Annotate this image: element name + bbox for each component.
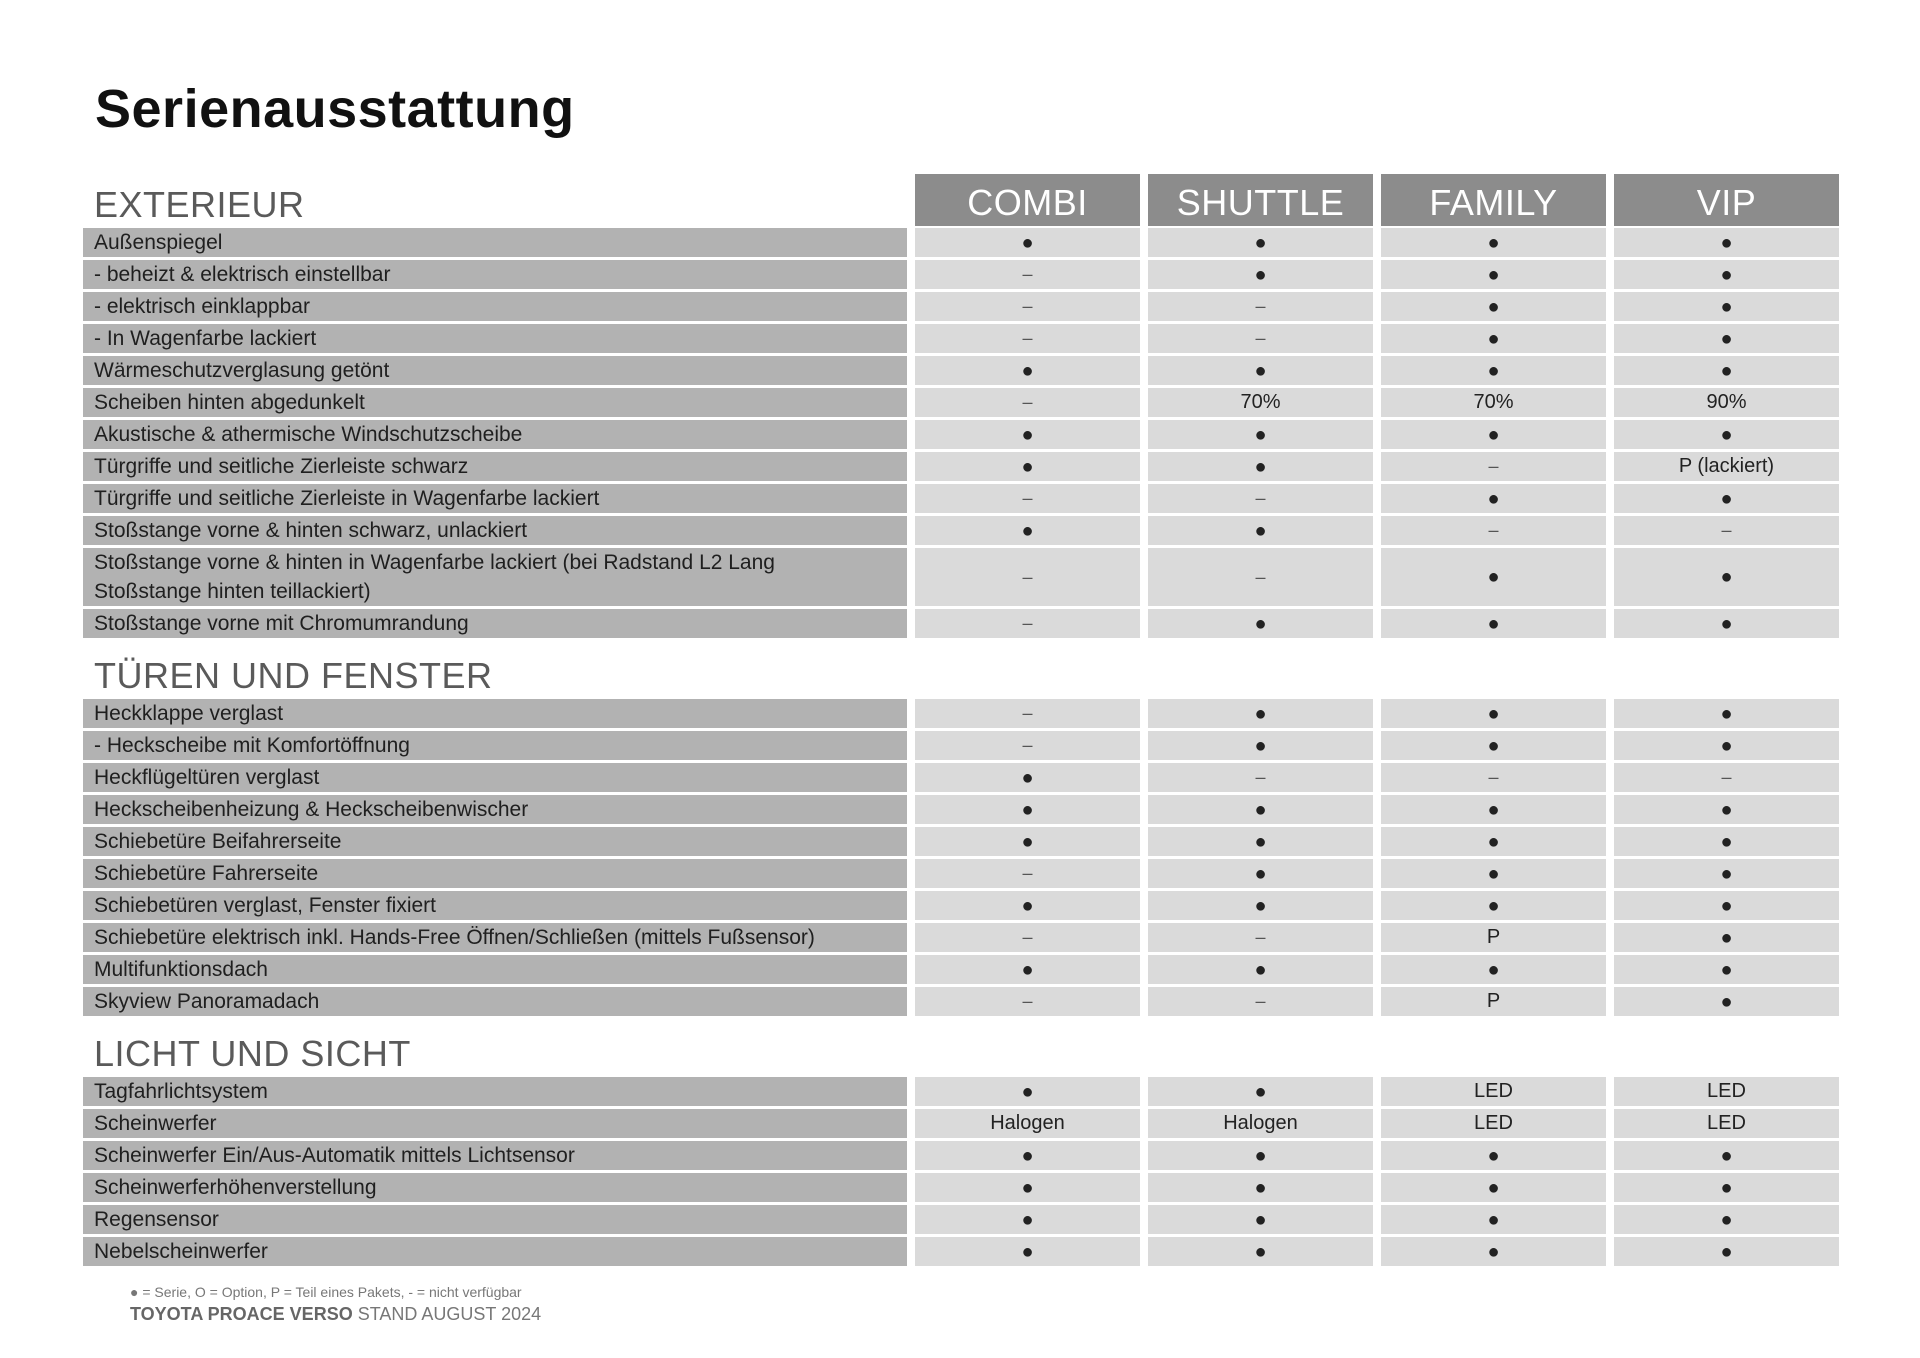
not-available-dash: –	[1488, 767, 1499, 787]
standard-dot-icon: ●	[1720, 1144, 1733, 1167]
standard-dot-icon: ●	[1021, 894, 1034, 917]
cell-combi	[915, 356, 1140, 385]
cell-value: Halogen	[990, 1112, 1065, 1134]
standard-dot-icon: ●	[1254, 231, 1267, 254]
row-label: Türgriffe und seitliche Zierleiste in Wagenfarbe lackiert	[83, 484, 907, 513]
cell-shuttle	[1148, 731, 1373, 760]
cell-family	[1381, 484, 1606, 513]
cell-combi	[915, 1205, 1140, 1234]
standard-dot-icon: ●	[1254, 612, 1267, 635]
cell-vip	[1614, 763, 1839, 792]
standard-dot-icon: ●	[1720, 231, 1733, 254]
cell-vip	[1614, 420, 1839, 449]
cell-family	[1381, 923, 1606, 952]
cell-shuttle	[1148, 388, 1373, 417]
cell-combi	[915, 260, 1140, 289]
standard-dot-icon: ●	[1487, 423, 1500, 446]
table-row	[83, 923, 1841, 952]
cell-family	[1381, 1077, 1606, 1106]
table-row	[83, 1205, 1841, 1234]
standard-dot-icon: ●	[1720, 862, 1733, 885]
not-available-dash: –	[1255, 488, 1266, 508]
cell-combi	[915, 292, 1140, 321]
row-label: Regensensor	[83, 1205, 907, 1234]
standard-dot-icon: ●	[1720, 327, 1733, 350]
standard-dot-icon: ●	[1720, 894, 1733, 917]
cell-combi	[915, 228, 1140, 257]
standard-dot-icon: ●	[1487, 359, 1500, 382]
row-label: Schiebetüre Beifahrerseite	[83, 827, 907, 856]
cell-combi	[915, 388, 1140, 417]
cell-shuttle	[1148, 260, 1373, 289]
table-row	[83, 1077, 1841, 1106]
cell-family	[1381, 452, 1606, 481]
cell-shuttle	[1148, 1109, 1373, 1138]
cell-shuttle	[1148, 1077, 1373, 1106]
cell-value: P (lackiert)	[1678, 455, 1775, 477]
standard-dot-icon: ●	[1021, 1208, 1034, 1231]
row-label: - beheizt & elektrisch einstellbar	[83, 260, 907, 289]
cell-vip	[1614, 827, 1839, 856]
standard-dot-icon: ●	[1254, 1144, 1267, 1167]
row-label: Scheinwerferhöhenverstellung	[83, 1173, 907, 1202]
cell-value: LED	[1707, 1112, 1746, 1134]
table-row	[83, 324, 1841, 353]
standard-dot-icon: ●	[1487, 862, 1500, 885]
cell-value: LED	[1474, 1080, 1513, 1102]
standard-dot-icon: ●	[1720, 990, 1733, 1013]
cell-combi	[915, 516, 1140, 545]
row-label: Schiebetüre elektrisch inkl. Hands-Free Öffnen/Schließen (mittels Fußsensor)	[83, 923, 907, 952]
standard-dot-icon: ●	[1487, 830, 1500, 853]
standard-dot-icon: ●	[1254, 359, 1267, 382]
table-row	[83, 1173, 1841, 1202]
cell-combi	[915, 452, 1140, 481]
row-label: Akustische & athermische Windschutzscheibe	[83, 420, 907, 449]
cell-combi	[915, 484, 1140, 513]
cell-shuttle	[1148, 292, 1373, 321]
cell-vip	[1614, 923, 1839, 952]
cell-family	[1381, 731, 1606, 760]
cell-family	[1381, 891, 1606, 920]
cell-family	[1381, 609, 1606, 638]
table-row	[83, 260, 1841, 289]
standard-dot-icon: ●	[1720, 359, 1733, 382]
standard-dot-icon: ●	[1487, 1144, 1500, 1167]
standard-dot-icon: ●	[1254, 519, 1267, 542]
cell-vip	[1614, 324, 1839, 353]
cell-vip	[1614, 452, 1839, 481]
cell-family	[1381, 795, 1606, 824]
row-label: Heckklappe verglast	[83, 699, 907, 728]
cell-family	[1381, 356, 1606, 385]
cell-family	[1381, 763, 1606, 792]
standard-dot-icon: ●	[1254, 894, 1267, 917]
standard-dot-icon: ●	[1487, 702, 1500, 725]
row-label	[83, 548, 907, 606]
cell-shuttle	[1148, 923, 1373, 952]
row-label: Heckscheibenheizung & Heckscheibenwischer	[83, 795, 907, 824]
cell-family	[1381, 260, 1606, 289]
standard-dot-icon: ●	[1487, 958, 1500, 981]
standard-dot-icon: ●	[1021, 423, 1034, 446]
cell-family	[1381, 1109, 1606, 1138]
not-available-dash: –	[1022, 863, 1033, 883]
cell-family	[1381, 388, 1606, 417]
cell-shuttle	[1148, 891, 1373, 920]
cell-combi	[915, 1109, 1140, 1138]
not-available-dash: –	[1022, 264, 1033, 284]
cell-combi	[915, 420, 1140, 449]
not-available-dash: –	[1022, 735, 1033, 755]
cell-shuttle	[1148, 356, 1373, 385]
standard-dot-icon: ●	[1720, 566, 1733, 588]
standard-dot-icon: ●	[1021, 519, 1034, 542]
cell-family	[1381, 292, 1606, 321]
cell-value: LED	[1707, 1080, 1746, 1102]
cell-family	[1381, 1141, 1606, 1170]
not-available-dash: –	[1022, 328, 1033, 348]
page-title: Serienausstattung	[95, 79, 575, 139]
cell-family	[1381, 548, 1606, 606]
standard-dot-icon: ●	[1720, 295, 1733, 318]
cell-vip	[1614, 1173, 1839, 1202]
standard-dot-icon: ●	[1021, 830, 1034, 853]
table-row	[83, 609, 1841, 638]
cell-vip	[1614, 731, 1839, 760]
row-label: Multifunktionsdach	[83, 955, 907, 984]
cell-vip	[1614, 1141, 1839, 1170]
cell-family	[1381, 420, 1606, 449]
standard-dot-icon: ●	[1021, 1176, 1034, 1199]
standard-dot-icon: ●	[1720, 702, 1733, 725]
standard-dot-icon: ●	[1021, 455, 1034, 478]
cell-combi	[915, 609, 1140, 638]
cell-value: P	[1486, 926, 1501, 948]
standard-dot-icon: ●	[1720, 423, 1733, 446]
not-available-dash: –	[1022, 703, 1033, 723]
cell-vip	[1614, 548, 1839, 606]
table-row	[83, 292, 1841, 321]
cell-vip	[1614, 1237, 1839, 1266]
section-header	[83, 174, 1841, 226]
table-row	[83, 516, 1841, 545]
table-row	[83, 388, 1841, 417]
cell-combi	[915, 923, 1140, 952]
row-label: - elektrisch einklappbar	[83, 292, 907, 321]
cell-family	[1381, 699, 1606, 728]
table-row	[83, 859, 1841, 888]
footer-stand: STAND AUGUST 2024	[357, 1304, 542, 1324]
not-available-dash: –	[1721, 520, 1732, 540]
standard-dot-icon: ●	[1254, 1240, 1267, 1263]
section-title: LICHT UND SICHT	[94, 1033, 411, 1074]
cell-value: 90%	[1706, 391, 1747, 413]
row-label: Skyview Panoramadach	[83, 987, 907, 1016]
cell-shuttle	[1148, 228, 1373, 257]
standard-dot-icon: ●	[1720, 1208, 1733, 1231]
not-available-dash: –	[1022, 392, 1033, 412]
standard-dot-icon: ●	[1720, 830, 1733, 853]
row-label: Nebelscheinwerfer	[83, 1237, 907, 1266]
standard-dot-icon: ●	[1720, 958, 1733, 981]
cell-combi	[915, 1077, 1140, 1106]
row-label: - Heckscheibe mit Komfortöffnung	[83, 731, 907, 760]
cell-vip	[1614, 292, 1839, 321]
table-row	[83, 356, 1841, 385]
cell-vip	[1614, 484, 1839, 513]
cell-shuttle	[1148, 955, 1373, 984]
standard-dot-icon: ●	[1254, 862, 1267, 885]
standard-dot-icon: ●	[1487, 487, 1500, 510]
cell-family	[1381, 1173, 1606, 1202]
standard-dot-icon: ●	[1487, 1240, 1500, 1263]
not-available-dash: –	[1022, 927, 1033, 947]
table-row	[83, 452, 1841, 481]
table-row	[83, 420, 1841, 449]
table-row	[83, 699, 1841, 728]
cell-combi	[915, 324, 1140, 353]
standard-dot-icon: ●	[1487, 295, 1500, 318]
standard-dot-icon: ●	[1720, 263, 1733, 286]
cell-vip	[1614, 1205, 1839, 1234]
row-label: Scheinwerfer Ein/Aus-Automatik mittels Lichtsensor	[83, 1141, 907, 1170]
standard-dot-icon: ●	[1021, 359, 1034, 382]
cell-combi	[915, 987, 1140, 1016]
standard-dot-icon: ●	[1487, 612, 1500, 635]
standard-dot-icon: ●	[1254, 1176, 1267, 1199]
standard-dot-icon: ●	[1021, 1144, 1034, 1167]
not-available-dash: –	[1255, 767, 1266, 787]
not-available-dash: –	[1255, 296, 1266, 316]
cell-family	[1381, 516, 1606, 545]
cell-shuttle	[1148, 1173, 1373, 1202]
cell-family	[1381, 228, 1606, 257]
cell-combi	[915, 795, 1140, 824]
cell-shuttle	[1148, 1141, 1373, 1170]
cell-shuttle	[1148, 859, 1373, 888]
column-header-shuttle: SHUTTLE	[1148, 174, 1373, 226]
footer	[130, 1304, 541, 1325]
section-header	[83, 1019, 1841, 1075]
standard-dot-icon: ●	[1021, 958, 1034, 981]
standard-dot-icon: ●	[1487, 798, 1500, 821]
not-available-dash: –	[1721, 767, 1732, 787]
cell-vip	[1614, 388, 1839, 417]
cell-vip	[1614, 859, 1839, 888]
standard-dot-icon: ●	[1254, 830, 1267, 853]
standard-dot-icon: ●	[1021, 1240, 1034, 1263]
cell-family	[1381, 859, 1606, 888]
cell-shuttle	[1148, 420, 1373, 449]
standard-dot-icon: ●	[1720, 487, 1733, 510]
cell-value: P	[1486, 990, 1501, 1012]
row-label: Stoßstange vorne & hinten schwarz, unlackiert	[83, 516, 907, 545]
row-label: Stoßstange vorne mit Chromumrandung	[83, 609, 907, 638]
cell-vip	[1614, 356, 1839, 385]
table-row	[83, 228, 1841, 257]
column-header-combi: COMBI	[915, 174, 1140, 226]
standard-dot-icon: ●	[1487, 1176, 1500, 1199]
cell-value: 70%	[1473, 391, 1514, 413]
cell-combi	[915, 1237, 1140, 1266]
table-row	[83, 1237, 1841, 1266]
column-header-family: FAMILY	[1381, 174, 1606, 226]
table-row	[83, 484, 1841, 513]
standard-dot-icon: ●	[1720, 1176, 1733, 1199]
cell-shuttle	[1148, 548, 1373, 606]
row-label: Außenspiegel	[83, 228, 907, 257]
cell-combi	[915, 699, 1140, 728]
standard-dot-icon: ●	[1021, 231, 1034, 254]
table-row	[83, 1109, 1841, 1138]
cell-shuttle	[1148, 484, 1373, 513]
cell-shuttle	[1148, 699, 1373, 728]
cell-shuttle	[1148, 1237, 1373, 1266]
standard-dot-icon: ●	[1720, 798, 1733, 821]
row-label: Scheiben hinten abgedunkelt	[83, 388, 907, 417]
table-row	[83, 731, 1841, 760]
standard-dot-icon: ●	[1254, 798, 1267, 821]
table-row	[83, 987, 1841, 1016]
cell-combi	[915, 955, 1140, 984]
cell-family	[1381, 1237, 1606, 1266]
standard-dot-icon: ●	[1254, 1208, 1267, 1231]
section-header	[83, 641, 1841, 697]
not-available-dash: –	[1022, 296, 1033, 316]
cell-combi	[915, 827, 1140, 856]
standard-dot-icon: ●	[1487, 734, 1500, 757]
standard-dot-icon: ●	[1487, 566, 1500, 588]
cell-combi	[915, 891, 1140, 920]
not-available-dash: –	[1255, 566, 1266, 587]
standard-dot-icon: ●	[1487, 263, 1500, 286]
table-row	[83, 955, 1841, 984]
row-label: Türgriffe und seitliche Zierleiste schwarz	[83, 452, 907, 481]
row-label: Wärmeschutzverglasung getönt	[83, 356, 907, 385]
equipment-table	[83, 174, 1841, 1269]
cell-vip	[1614, 955, 1839, 984]
standard-dot-icon: ●	[1487, 231, 1500, 254]
table-row	[83, 795, 1841, 824]
cell-shuttle	[1148, 827, 1373, 856]
standard-dot-icon: ●	[1720, 734, 1733, 757]
row-label: Schiebetüren verglast, Fenster fixiert	[83, 891, 907, 920]
cell-combi	[915, 1173, 1140, 1202]
not-available-dash: –	[1022, 991, 1033, 1011]
not-available-dash: –	[1022, 488, 1033, 508]
not-available-dash: –	[1488, 456, 1499, 476]
standard-dot-icon: ●	[1720, 612, 1733, 635]
cell-vip	[1614, 1109, 1839, 1138]
cell-combi	[915, 763, 1140, 792]
standard-dot-icon: ●	[1254, 702, 1267, 725]
cell-family	[1381, 324, 1606, 353]
cell-family	[1381, 955, 1606, 984]
standard-dot-icon: ●	[1254, 1080, 1267, 1103]
table-row	[83, 891, 1841, 920]
cell-shuttle	[1148, 452, 1373, 481]
standard-dot-icon: ●	[1487, 1208, 1500, 1231]
cell-shuttle	[1148, 609, 1373, 638]
standard-dot-icon: ●	[1254, 958, 1267, 981]
standard-dot-icon: ●	[1720, 1240, 1733, 1263]
cell-shuttle	[1148, 795, 1373, 824]
cell-family	[1381, 987, 1606, 1016]
not-available-dash: –	[1022, 613, 1033, 633]
cell-vip	[1614, 1077, 1839, 1106]
cell-value: Halogen	[1223, 1112, 1298, 1134]
cell-combi	[915, 731, 1140, 760]
table-row	[83, 763, 1841, 792]
cell-value: LED	[1474, 1112, 1513, 1134]
table-row	[83, 827, 1841, 856]
cell-vip	[1614, 260, 1839, 289]
section-title: EXTERIEUR	[94, 184, 305, 225]
cell-vip	[1614, 699, 1839, 728]
column-header-vip: VIP	[1614, 174, 1839, 226]
standard-dot-icon: ●	[1021, 798, 1034, 821]
row-label-line: Stoßstange vorne & hinten in Wagenfarbe lackiert (bei Radstand L2 Lang	[94, 551, 775, 574]
cell-shuttle	[1148, 763, 1373, 792]
standard-dot-icon: ●	[1254, 263, 1267, 286]
not-available-dash: –	[1488, 520, 1499, 540]
cell-shuttle	[1148, 516, 1373, 545]
row-label: Heckflügeltüren verglast	[83, 763, 907, 792]
standard-dot-icon: ●	[1021, 1080, 1034, 1103]
cell-combi	[915, 1141, 1140, 1170]
not-available-dash: –	[1255, 991, 1266, 1011]
section-title: TÜREN UND FENSTER	[94, 655, 493, 696]
legend: ● = Serie, O = Option, P = Teil eines Pakets, - = nicht verfügbar	[130, 1284, 522, 1300]
table-row	[83, 1141, 1841, 1170]
cell-vip	[1614, 609, 1839, 638]
cell-family	[1381, 1205, 1606, 1234]
standard-dot-icon: ●	[1254, 423, 1267, 446]
cell-vip	[1614, 891, 1839, 920]
cell-shuttle	[1148, 324, 1373, 353]
row-label-line: Stoßstange hinten teillackiert)	[94, 580, 371, 603]
not-available-dash: –	[1255, 927, 1266, 947]
cell-vip	[1614, 516, 1839, 545]
standard-dot-icon: ●	[1254, 734, 1267, 757]
standard-dot-icon: ●	[1720, 926, 1733, 949]
cell-shuttle	[1148, 987, 1373, 1016]
standard-dot-icon: ●	[1021, 766, 1034, 789]
not-available-dash: –	[1022, 566, 1033, 587]
standard-dot-icon: ●	[1487, 327, 1500, 350]
cell-shuttle	[1148, 1205, 1373, 1234]
cell-vip	[1614, 795, 1839, 824]
cell-value: 70%	[1240, 391, 1281, 413]
row-label: Tagfahrlichtsystem	[83, 1077, 907, 1106]
cell-vip	[1614, 987, 1839, 1016]
table-row	[83, 548, 1841, 606]
row-label: Schiebetüre Fahrerseite	[83, 859, 907, 888]
row-label: Scheinwerfer	[83, 1109, 907, 1138]
footer-brand: TOYOTA PROACE VERSO	[130, 1304, 353, 1324]
cell-vip	[1614, 228, 1839, 257]
standard-dot-icon: ●	[1487, 894, 1500, 917]
not-available-dash: –	[1255, 328, 1266, 348]
row-label: - In Wagenfarbe lackiert	[83, 324, 907, 353]
standard-dot-icon: ●	[1254, 455, 1267, 478]
cell-combi	[915, 859, 1140, 888]
cell-family	[1381, 827, 1606, 856]
cell-combi	[915, 548, 1140, 606]
